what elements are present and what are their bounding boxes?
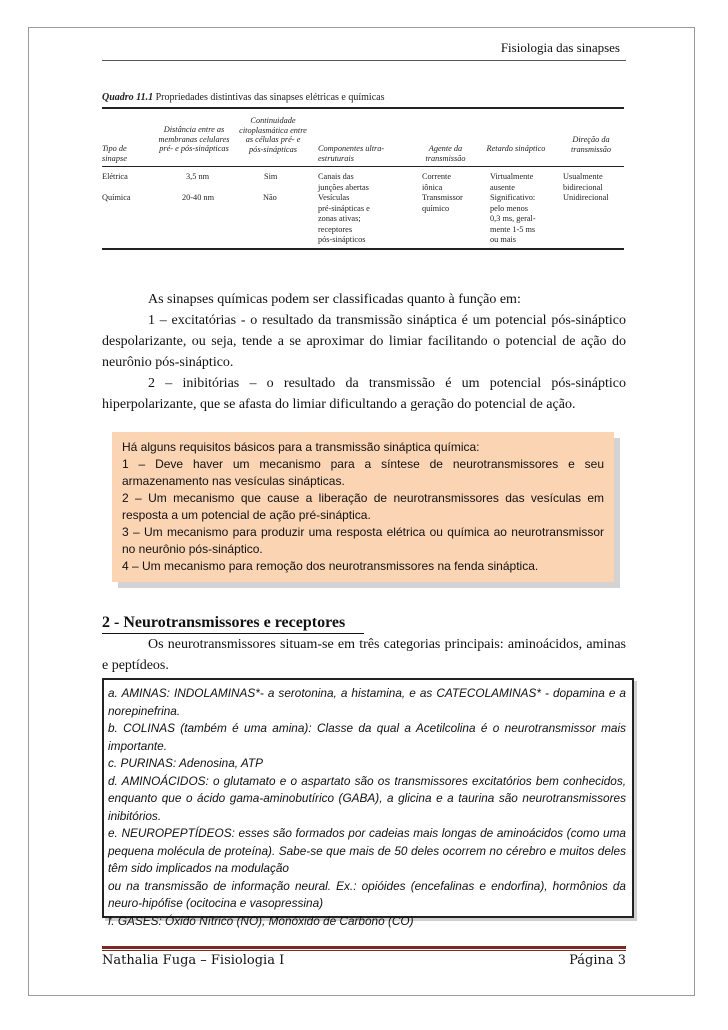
- categories-box: [102, 678, 634, 928]
- section-intro-text: Os neurotransmissores situam-se em três categorias principais: aminoácidos, aminas e peptídeos.: [102, 637, 626, 673]
- cell-distancia: 3,5 nm: [186, 172, 210, 181]
- table-bottom-rule: [102, 248, 624, 250]
- category-item: c. PURINAS: Adenosina, ATP: [108, 756, 263, 770]
- col-header-tipo: Tipo de sinapse: [102, 144, 127, 163]
- footer-rule-thick: [102, 946, 626, 949]
- col-header-direcao: Direção da transmissão: [570, 135, 612, 154]
- cell-line: ou mais: [490, 235, 517, 245]
- cell-agente: [422, 172, 451, 193]
- table-caption: [102, 92, 384, 103]
- header-rule: [102, 60, 626, 61]
- cell-retardo: [490, 172, 533, 193]
- footer-author: Nathalia Fuga – Fisiologia I: [102, 953, 285, 968]
- col-header-continuidade: Continuidade citoplasmática entre as células pré- e pós-sinápticas: [239, 116, 307, 154]
- category-item: d. AMINOÁCIDOS: o glutamato e o aspartato são os transmissores excitatórios bem conhecidos, enquanto que o ácido gama-aminobutírico (GABA), a glicina e a taurina são neurotransmissores inibitórios.: [108, 773, 626, 823]
- section-title: 2 - Neurotransmissores e receptores: [102, 614, 346, 631]
- cell-line: Unidirecional: [563, 193, 609, 202]
- table-label: Quadro 11.1: [102, 92, 154, 103]
- intro-p1: As sinapses químicas podem ser classificadas quanto à função em:: [148, 292, 521, 307]
- cell-componentes: [318, 172, 369, 193]
- category-item: e. NEUROPEPTÍDEOS: esses são formados por cadeias mais longas de aminoácidos (como uma pequena molécula de proteína). Sabe-se que mais de 50 deles ocorrem no cérebro e muitos deles têm sido implicados na modulação: [108, 826, 626, 875]
- category-item: b. COLINAS (também é uma amina): Classe da qual a Acetilcolina é o neurotransmissor mais importante.: [108, 721, 626, 753]
- cell-line: bidirecional: [563, 182, 603, 192]
- cell-line: 0,3 ms, geral-: [490, 214, 536, 224]
- cell-line: Virtualmente: [490, 172, 534, 181]
- cell-line: junções abertas: [318, 182, 369, 192]
- cell-line: iônica: [422, 182, 443, 192]
- cell-line: zonas ativas;: [318, 214, 361, 224]
- cell-line: receptores: [318, 224, 353, 234]
- footer-page-number: Página 3: [569, 953, 626, 968]
- section-intro: [102, 634, 626, 676]
- cell-line: Corrente: [422, 172, 452, 181]
- table-header-rule: [102, 166, 624, 167]
- cell-line: Usualmente: [563, 172, 603, 181]
- table-title: Propriedades distintivas das sinapses elétricas e químicas: [155, 92, 385, 103]
- cell-componentes: [318, 193, 370, 246]
- cell-agente: [422, 193, 463, 214]
- cell-line: Significativo:: [490, 193, 536, 202]
- cell-line: químico: [422, 203, 450, 213]
- category-item: f. GASES: Óxido Nítrico (NO), Monóxido de Carbono (CO): [108, 913, 414, 928]
- table-figure: [102, 92, 626, 252]
- requirements-box: [112, 432, 614, 582]
- cell-line: pré-sinápticas e: [318, 203, 370, 213]
- cell-retardo: [490, 193, 536, 246]
- cell-direcao: [563, 193, 609, 204]
- intro-p2: 1 – excitatórias - o resultado da transmissão sináptica é um potencial pós-sináptico despolarizante, ou seja, tende a se aproximar do limiar facilitando o potencial de ação do neurônio pós-sináptico.: [102, 313, 626, 370]
- cell-line: pós-sinápticos: [318, 235, 366, 245]
- page-header: Fisiologia das sinapses: [500, 40, 620, 55]
- requirement-line: 3 – Um mecanismo para produzir uma resposta elétrica ou química ao neurotransmissor no neurônio pós-sináptico.: [122, 525, 604, 556]
- requirement-line: 4 – Um mecanismo para remoção dos neurotransmissores na fenda sináptica.: [122, 559, 539, 573]
- requirement-line: 2 – Um mecanismo que cause a liberação de neurotransmissores das vesículas em resposta a um potencial de ação pré-sináptica.: [122, 491, 604, 522]
- table-top-rule: [102, 107, 624, 109]
- cell-distancia: 20-40 nm: [182, 193, 215, 202]
- requirement-line: 1 – Deve haver um mecanismo para a síntese de neurotransmissores e seu armazenamento nas vesículas sinápticas.: [122, 457, 604, 488]
- col-header-agente: Agente da transmissão: [425, 144, 466, 163]
- cell-tipo: Química: [102, 193, 131, 202]
- cell-line: Canais das: [318, 172, 354, 181]
- intro-paragraphs: [102, 289, 626, 415]
- cell-line: ausente: [490, 182, 515, 192]
- cell-tipo: Elétrica: [102, 172, 128, 181]
- category-item: a. AMINAS: INDOLAMINAS*- a serotonina, a histamina, e as CATECOLAMINAS* - dopamina e a norepinefrina.: [108, 686, 626, 718]
- footer-rule-thin: [102, 950, 626, 951]
- cell-line: Vesículas: [318, 193, 350, 202]
- cell-line: pelo menos: [490, 203, 529, 213]
- intro-p3: 2 – inibitórias – o resultado da transmissão é um potencial pós-sináptico hiperpolarizante, que se afasta do limiar dificultando a geração do potencial de ação.: [102, 376, 626, 412]
- col-header-retardo: Retardo sináptico: [486, 144, 546, 153]
- col-header-componentes: Componentes ultra-estruturais: [318, 144, 385, 163]
- requirement-line: Há alguns requisitos básicos para a transmissão sináptica química:: [122, 440, 480, 454]
- cell-line: mente 1-5 ms: [490, 224, 536, 234]
- cell-continuidade: Sim: [264, 172, 278, 181]
- cell-line: Transmissor: [422, 193, 463, 202]
- cell-continuidade: Não: [263, 193, 277, 202]
- category-item: ou na transmissão de informação neural. Ex.: opióides (encefalinas e endorfina), hormônios da neuro-hipófise (ocitocina e vasopressina): [108, 878, 626, 910]
- cell-direcao: [563, 172, 603, 193]
- col-header-distancia: Distância entre as membranas celulares pré- e pós-sinápticas: [158, 125, 230, 153]
